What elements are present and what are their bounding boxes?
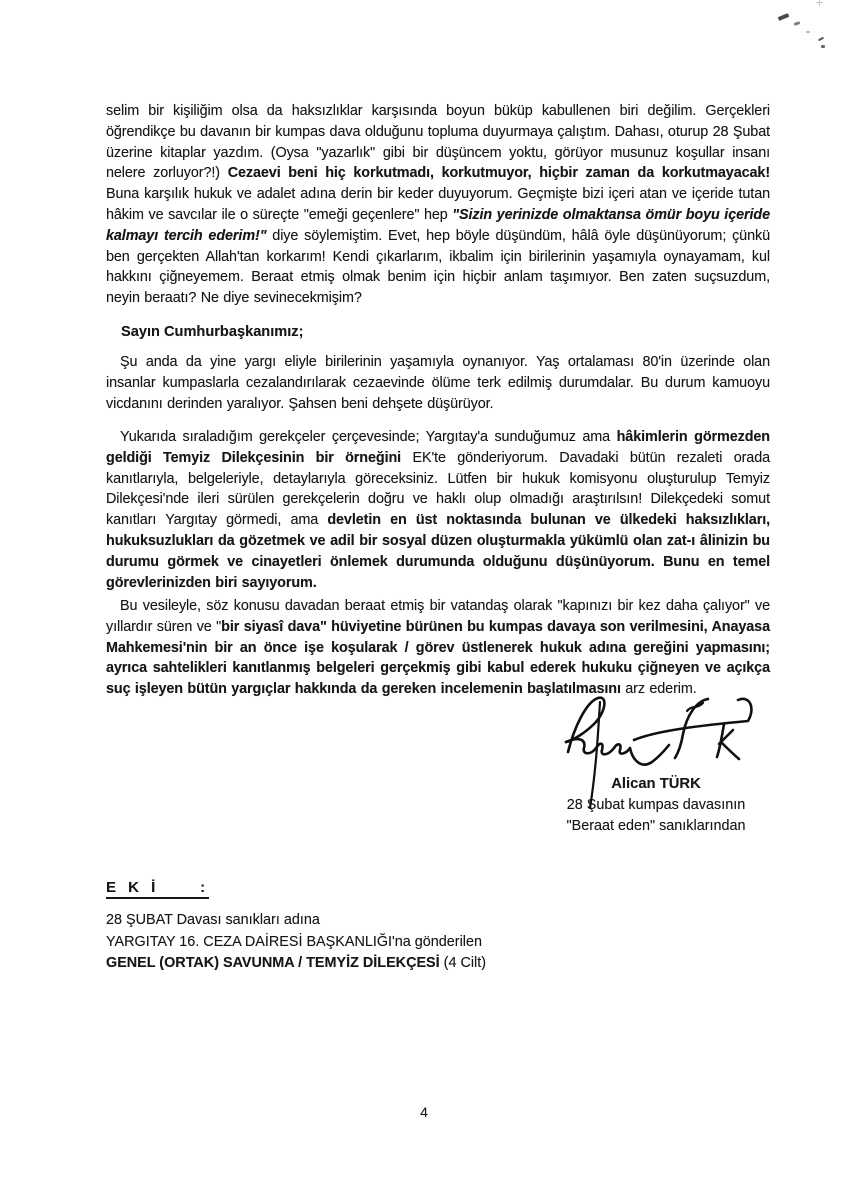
attachment-line-3-title: GENEL (ORTAK) SAVUNMA / TEMYİZ DİLEKÇESİ xyxy=(106,955,440,972)
body-paragraph-2: Şu anda da yine yargı eliyle birilerinin yaşamıyla oynanıyor. Yaş ortalaması 80'in üzerinde olan insanlar kumpaslarla cezalandırılarak cezaevinde ölüme terk edilmiş durumdalar. Bu durum kamuoyu vicdanını derinden yaralıyor. Şahsen beni dehşete düşürüyor. xyxy=(106,354,770,412)
body-paragraph-4: Bu vesileyle, söz konusu davadan beraat etmiş bir vatandaş olarak "kapınızı bir kez daha çalıyor" ve yıllardır süren ve "bir siyasî dava" hüviyetine bürünen bu kumpas davaya son verilmesini, Anayasa Mahkemesi'nin bir an önce işe koşularak / görev üstlenerek hukuk adına gereğini yapmasını; ayrıca sahtelikleri kanıtlanmış belgeleri gerçekmiş gibi kabul ederek hukuku çiğneyen ve açıkça suç işleyen bütün yargıçlar hakkında da gereken incelemenin başlatılmasını arz ederim. xyxy=(106,598,770,698)
salutation: Sayın Cumhurbaşkanımız; xyxy=(121,324,304,340)
scan-speck xyxy=(821,45,825,48)
signatory-description-line-2: "Beraat eden" sanıklarından xyxy=(566,817,746,834)
attachment-heading: E K İ : xyxy=(106,879,209,899)
body-paragraph-3: Yukarıda sıraladığım gerekçeler çerçevesinde; Yargıtay'a sunduğumuz ama hâkimlerin görmezden geldiği Temyiz Dilekçesinin bir örneğini EK'te gönderiyorum. Davadaki bütün rezaleti orada kanıtlarıyla, belgeleriyle, detaylarıyla göreceksiniz. Lütfen bir hukuk komisyonu oluşturulup Temyiz Dilekçesi'nde ileri sürülen gerekçelerin doğru ve haklı olup olmadığı araştırılsın! Dilekçedeki somut kanıtları Yargıtay görmedi, ama devletin en üst noktasında bulunan ve ülkedeki haksızlıkları, hukuksuzlukları da gözetmek ve adil bir sosyal düzen oluşturmakla yükümlü olan zat-ı âlinizin bu durumu görmek ve cinayetleri önlemek durumunda olduğunu düşünüyorum. Bunu en temel görevlerinizden biri sayıyorum. xyxy=(106,429,770,591)
scan-speck xyxy=(806,31,810,33)
page-number: 4 xyxy=(420,1104,428,1120)
attachment-line-3 xyxy=(106,953,706,975)
signature-block xyxy=(548,690,764,836)
scan-speck xyxy=(816,2,823,3)
body-paragraph-1: selim bir kişiliğim olsa da haksızlıklar karşısında boyun büküp kabullenen biri değilim. Gerçekleri öğrendikçe bu davanın bir kumpas dava olduğunu topluma duyurmaya çalıştım. Dahası, oturup 28 Şubat üzerine kitaplar yazdım. (Oysa "yazarlık" gibi bir düşüncem yoktu, görüyor musunuz koşullar insanı nelere zorluyor?!) Cezaevi beni hiç korkutmadı, korkutmuyor, hiçbir zaman da korkutmayacak! Buna karşılık hukuk ve adalet adına derin bir keder duyuyorum. Geçmişte bizi içeri atan ve içeride tutan hâkim ve savcılar ile o süreçte "emeği geçenlere" hep "Sizin yerinizde olmaktansa ömür boyu içeride kalmayı tercih ederim!" diye söylemiştim. Evet, hep böyle düşündüm, hâlâ öyle düşünüyorum; çünkü ben gerçekten Allah'tan korkarım! Kendi çıkarlarım, ikbalim için birilerinin yaşamıyla oynayamam, kul hakkını çiğneyemem. Beraat etmiş olmak benim için hiçbir anlam taşımıyor. Ben zaten suçsuzdum, neyin beraatı? Ne diye sevinecekmişim? xyxy=(106,103,771,307)
scan-speck xyxy=(794,21,801,26)
attachment-section xyxy=(106,879,706,975)
scan-speck xyxy=(818,37,824,42)
signatory-name: Alican TÜRK xyxy=(611,776,701,792)
attachment-line-1: 28 ŞUBAT Davası sanıkları adına xyxy=(106,912,320,928)
attachment-line-3-volumes: (4 Cilt) xyxy=(439,955,487,972)
signature-scribble xyxy=(556,690,756,774)
signatory-description-line-1: 28 Şubat kumpas davasının xyxy=(566,796,746,813)
attachment-line-2: YARGITAY 16. CEZA DAİRESİ BAŞKANLIĞI'na gönderilen xyxy=(106,933,483,950)
scan-speck xyxy=(778,13,790,21)
